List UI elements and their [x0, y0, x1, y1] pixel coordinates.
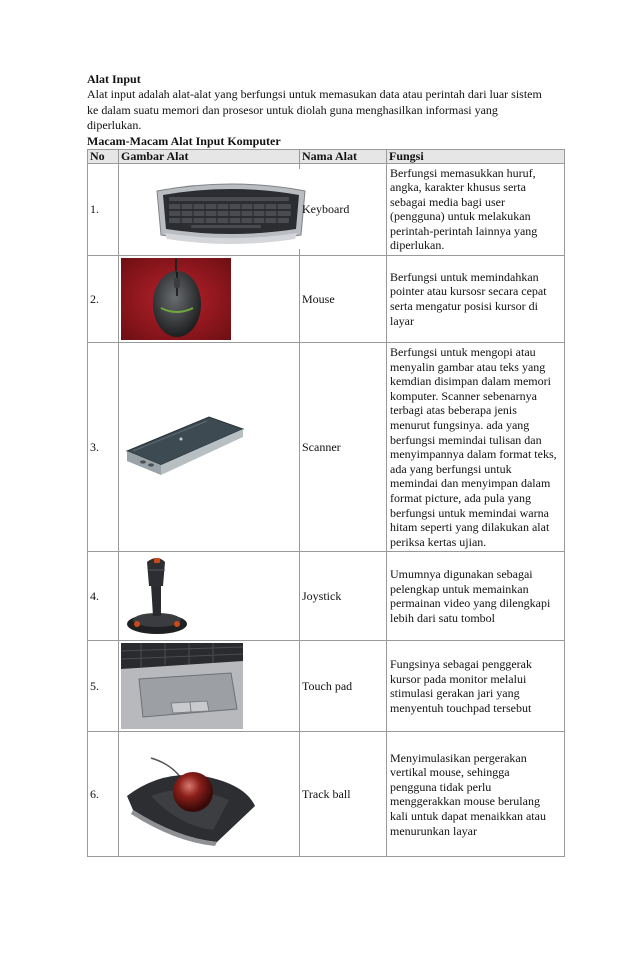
- device-image-cell: [119, 343, 300, 552]
- header-fungsi: Fungsi: [387, 149, 565, 163]
- function-line: komputer. Scanner sebenarnya: [390, 388, 537, 403]
- function-line: Berfungsi untuk mengopi atau: [390, 345, 536, 360]
- scanner-image: [121, 413, 247, 481]
- device-image-cell: [119, 256, 300, 343]
- device-function: [387, 256, 565, 343]
- function-line: stimulasi gerakan jari yang: [390, 686, 520, 701]
- mouse-image: [121, 258, 231, 340]
- table-row: [88, 343, 565, 552]
- function-line: pelengkap untuk memainkan: [390, 581, 529, 596]
- device-function: [387, 343, 565, 552]
- table-row: [88, 641, 565, 732]
- header-nama: Nama Alat: [300, 149, 387, 163]
- intro-line: ke dalam suatu memori dan prosesor untuk diolah guna menghasilkan informasi yang: [87, 102, 498, 117]
- function-line: hitam seperti yang dilakukan alat: [390, 520, 550, 535]
- device-function: [387, 552, 565, 641]
- intro-line: diperlukan.: [87, 118, 142, 132]
- function-line: ada yang berfungsi untuk: [390, 461, 512, 476]
- intro-paragraph: [87, 87, 565, 134]
- function-line: lebih dari satu tombol: [390, 610, 495, 625]
- doc-title: Alat Input: [87, 72, 141, 86]
- function-line: menggerakkan mouse berulang: [390, 794, 540, 809]
- device-image-cell: [119, 552, 300, 641]
- function-line: pointer atau kursosr secara cepat: [390, 284, 547, 299]
- header-gambar: Gambar Alat: [119, 149, 300, 163]
- function-line: diperlukan.: [390, 238, 445, 253]
- function-line: Fungsinya sebagai penggerak: [390, 657, 532, 672]
- row-number: 4.: [88, 552, 119, 641]
- row-number: 2.: [88, 256, 119, 343]
- intro-line: Alat input adalah alat-alat yang berfungsi untuk memasukan data atau perintah dari luar sistem: [87, 87, 542, 101]
- function-line: kursor pada monitor melalui: [390, 671, 527, 686]
- function-line: menurut fungsinya. ada yang: [390, 418, 530, 433]
- function-line: kemdian disimpan dalam memori: [390, 374, 551, 389]
- input-devices-table: [87, 149, 565, 858]
- touchpad-image: [121, 643, 243, 729]
- device-name: Joystick: [300, 552, 387, 641]
- header-no: No: [88, 149, 119, 163]
- table-row: [88, 256, 565, 343]
- function-line: vertikal mouse, sehingga: [390, 765, 510, 780]
- table-row: [88, 732, 565, 857]
- document-page: [87, 72, 565, 857]
- row-number: 1.: [88, 163, 119, 256]
- row-number: 5.: [88, 641, 119, 732]
- device-image-cell: [119, 163, 300, 256]
- function-line: kali untuk dapat menaikkan atau: [390, 808, 546, 823]
- doc-subtitle: Macam-Macam Alat Input Komputer: [87, 133, 281, 148]
- device-name: Keyboard: [300, 163, 387, 256]
- function-line: perintah-perintah lainnya yang: [390, 223, 538, 238]
- row-number: 6.: [88, 732, 119, 857]
- function-line: menurunkan layar: [390, 823, 477, 838]
- device-name: Scanner: [300, 343, 387, 552]
- function-line: menyalin gambar atau teks yang: [390, 359, 546, 374]
- keyboard-image: [151, 169, 311, 249]
- function-line: menyimpannya dalam format teks,: [390, 447, 557, 462]
- table-row: [88, 552, 565, 641]
- trackball-image: [121, 734, 261, 854]
- device-name: Mouse: [300, 256, 387, 343]
- device-function: [387, 641, 565, 732]
- function-line: layar: [390, 313, 414, 328]
- function-line: serta mengatur posisi kursor di: [390, 299, 538, 314]
- device-function: [387, 163, 565, 256]
- function-line: angka, karakter khusus serta: [390, 180, 526, 195]
- table-header-row: [88, 149, 565, 163]
- table-row: [88, 163, 565, 256]
- joystick-image: [121, 554, 189, 638]
- function-line: Berfungsi memasukkan huruf,: [390, 165, 536, 180]
- function-line: permainan video yang dilengkapi: [390, 596, 551, 611]
- device-image-cell: [119, 641, 300, 732]
- function-line: berfungsi untuk memindai warna: [390, 505, 549, 520]
- function-line: pengguna tidak perlu: [390, 779, 492, 794]
- function-line: Berfungsi untuk memindahkan: [390, 269, 539, 284]
- function-line: periksa kertas ujian.: [390, 534, 487, 549]
- device-name: Touch pad: [300, 641, 387, 732]
- device-name: Track ball: [300, 732, 387, 857]
- row-number: 3.: [88, 343, 119, 552]
- function-line: format picture, ada pula yang: [390, 491, 531, 505]
- function-line: terbagi atas beberapa jenis: [390, 403, 517, 418]
- function-line: menyentuh touchpad tersebut: [390, 700, 532, 715]
- function-line: sebagai media bagi user: [390, 194, 505, 209]
- function-line: Umumnya digunakan sebagai: [390, 567, 533, 582]
- device-function: [387, 732, 565, 857]
- function-line: Menyimulasikan pergerakan: [390, 750, 527, 765]
- function-line: memindai dan menyimpan dalam: [390, 476, 551, 491]
- function-line: (pengguna) untuk melakukan: [390, 209, 531, 224]
- function-line: berfungsi memindai tulisan dan: [390, 432, 542, 447]
- device-image-cell: [119, 732, 300, 857]
